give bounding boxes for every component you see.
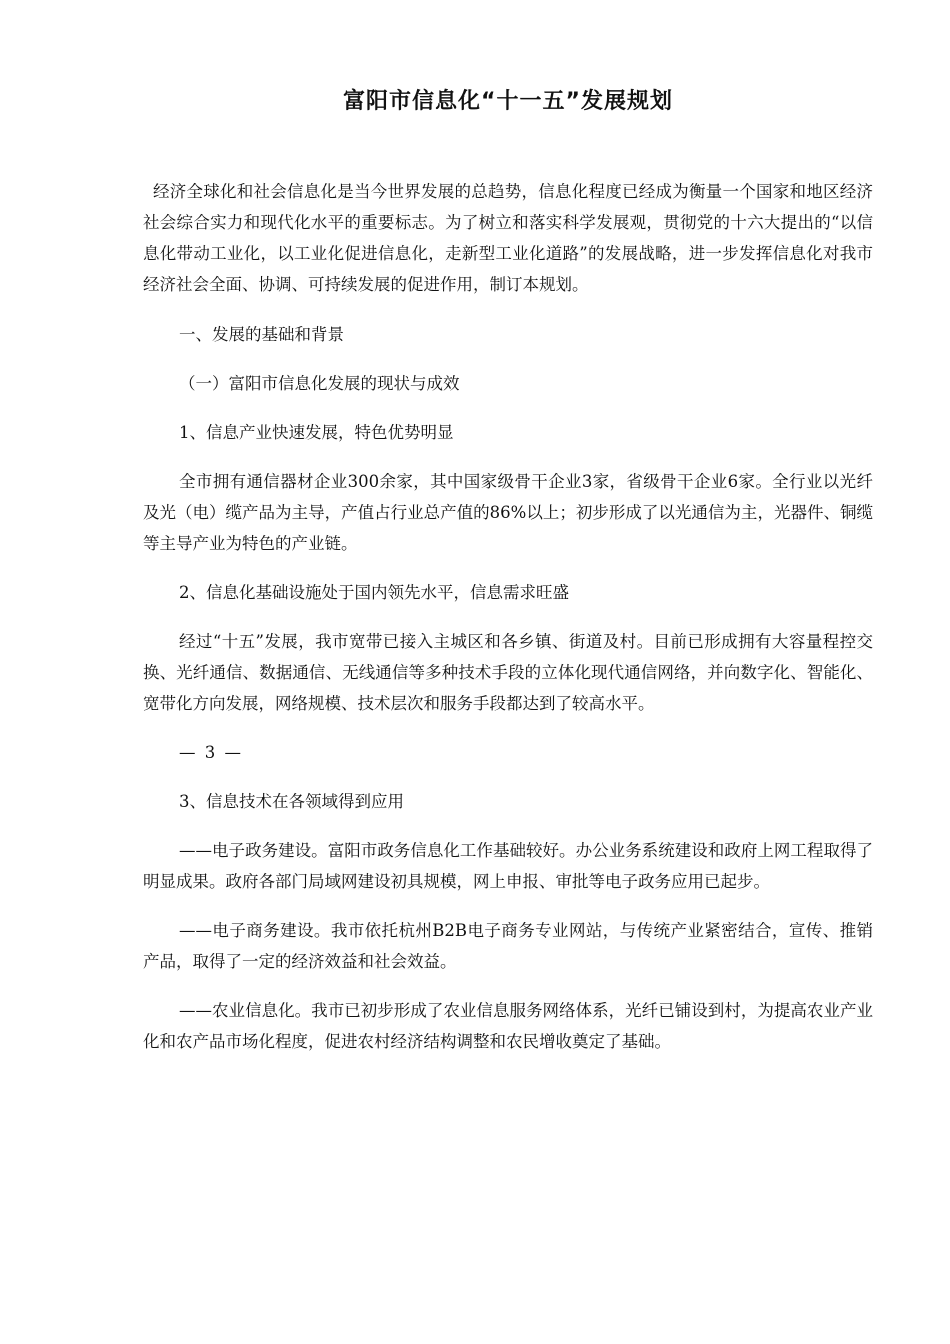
ecommerce-paragraph: ——电子商务建设。我市依托杭州B2B电子商务专业网站，与传统产业紧密结合，宣传、推销产品，取得了一定的经济效益和社会效益。 xyxy=(143,921,873,971)
item-3-heading: 3、信息技术在各领域得到应用 xyxy=(179,792,404,811)
item-2-heading: 2、信息化基础设施处于国内领先水平，信息需求旺盛 xyxy=(179,583,569,602)
egov-paragraph: ——电子政务建设。富阳市政务信息化工作基础较好。办公业务系统建设和政府上网工程取得了明显成果。政府各部门局域网建设初具规模，网上申报、审批等电子政务应用已起步。 xyxy=(143,841,873,891)
item-2-paragraph: 经过“十五”发展，我市宽带已接入主城区和各乡镇、街道及村。目前已形成拥有大容量程控交换、光纤通信、数据通信、无线通信等多种技术手段的立体化现代通信网络，并向数字化、智能化、宽带化方向发展，网络规模、技术层次和服务手段都达到了较高水平。 xyxy=(143,632,873,713)
subsection-heading-1: （一）富阳市信息化发展的现状与成效 xyxy=(179,374,460,393)
item-1-heading: 1、信息产业快速发展，特色优势明显 xyxy=(179,423,454,442)
page-number: — 3 — xyxy=(179,743,243,762)
intro-paragraph: 经济全球化和社会信息化是当今世界发展的总趋势，信息化程度已经成为衡量一个国家和地区经济社会综合实力和现代化水平的重要标志。为了树立和落实科学发展观，贯彻党的十六大提出的“以信息化带动工业化，以工业化促进信息化，走新型工业化道路”的发展战略，进一步发挥信息化对我市经济社会全面、协调、可持续发展的促进作用，制订本规划。 xyxy=(143,182,873,294)
section-heading-1: 一、发展的基础和背景 xyxy=(179,325,344,344)
item-1-paragraph: 全市拥有通信器材企业300余家，其中国家级骨干企业3家，省级骨干企业6家。全行业以光纤及光（电）缆产品为主导，产值占行业总产值的86%以上；初步形成了以光通信为主，光器件、铜缆等主导产业为特色的产业链。 xyxy=(143,472,873,553)
agriculture-paragraph: ——农业信息化。我市已初步形成了农业信息服务网络体系，光纤已铺设到村，为提高农业产业化和农产品市场化程度，促进农村经济结构调整和农民增收奠定了基础。 xyxy=(143,1001,873,1051)
document-title: 富阳市信息化“十一五”发展规划 xyxy=(343,89,673,114)
document-page xyxy=(143,0,873,1344)
document-body xyxy=(143,176,873,1057)
